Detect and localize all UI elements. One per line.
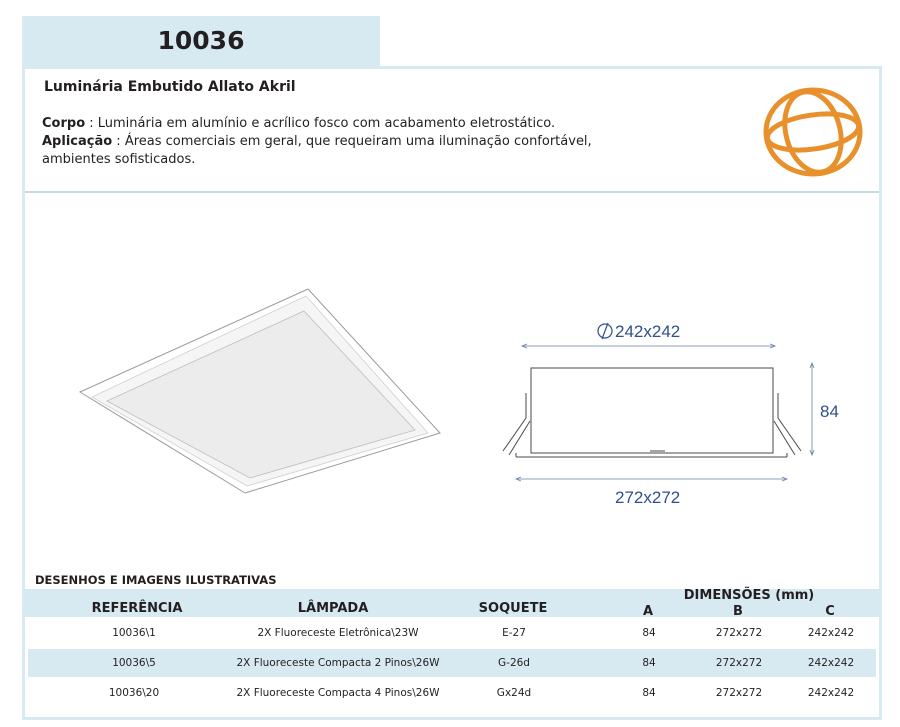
cell-c: 242x242 [807, 657, 855, 669]
product-code-tab [22, 16, 380, 66]
cell-lampada: 2X Fluoreceste Eletrônica\23W [257, 627, 419, 639]
cell-b: 272x272 [715, 657, 763, 669]
section-label: DESENHOS E IMAGENS ILUSTRATIVAS [35, 573, 277, 587]
header-dimensoes: DIMENSÕES (mm) [683, 588, 815, 603]
product-title: Luminária Embutido Allato Akril [44, 79, 296, 95]
cell-soquete: Gx24d [496, 687, 532, 699]
cell-lampada: 2X Fluoreceste Compacta 2 Pinos\26W [236, 657, 440, 669]
globe-logo-icon [761, 84, 865, 180]
bottom-dimension-label: 272x272 [615, 488, 681, 507]
aplicacao-text: : Áreas comerciais em geral, que requeiram uma iluminação confortável, ambientes sofisticados. [42, 134, 592, 167]
corpo-label: Corpo [42, 116, 86, 131]
cell-a: 84 [642, 657, 656, 669]
table-row [28, 649, 876, 677]
cell-lampada: 2X Fluoreceste Compacta 4 Pinos\26W [236, 687, 440, 699]
header-referencia: REFERÊNCIA [91, 601, 183, 616]
cell-referencia: 10036\20 [108, 687, 160, 699]
dimension-lines [516, 344, 814, 481]
cell-b: 272x272 [715, 687, 763, 699]
cell-a: 84 [642, 687, 656, 699]
cell-c: 242x242 [807, 687, 855, 699]
top-dimension-label: 242x242 [615, 322, 681, 341]
cell-soquete: E-27 [502, 627, 526, 639]
header-lampada: LÂMPADA [297, 601, 369, 616]
corpo-text: : Luminária em alumínio e acrílico fosco com acabamento eletrostático. [85, 116, 556, 131]
header-c: C [825, 604, 835, 619]
product-description [42, 115, 602, 169]
cell-soquete: G-26d [498, 657, 530, 669]
cell-referencia: 10036\1 [112, 627, 156, 639]
product-code: 10036 [157, 26, 245, 55]
header-soquete: SOQUETE [478, 601, 548, 616]
table-row [28, 679, 876, 707]
header-a: A [642, 604, 654, 619]
spec-sheet-frame [22, 66, 882, 720]
panel-perspective-drawing [80, 289, 440, 493]
cell-c: 242x242 [807, 627, 855, 639]
product-header [25, 69, 879, 193]
technical-drawings [25, 193, 879, 563]
luminaire-drawings [25, 193, 879, 563]
cell-a: 84 [642, 627, 656, 639]
cell-referencia: 10036\5 [112, 657, 156, 669]
diameter-icon [598, 323, 612, 339]
aplicacao-label: Aplicação [42, 134, 113, 149]
side-view-drawing [503, 368, 801, 457]
table-header [25, 589, 879, 617]
cell-b: 272x272 [715, 627, 763, 639]
header-b: B [733, 604, 743, 619]
table-row [28, 619, 876, 647]
height-dimension-label: 84 [820, 402, 839, 421]
